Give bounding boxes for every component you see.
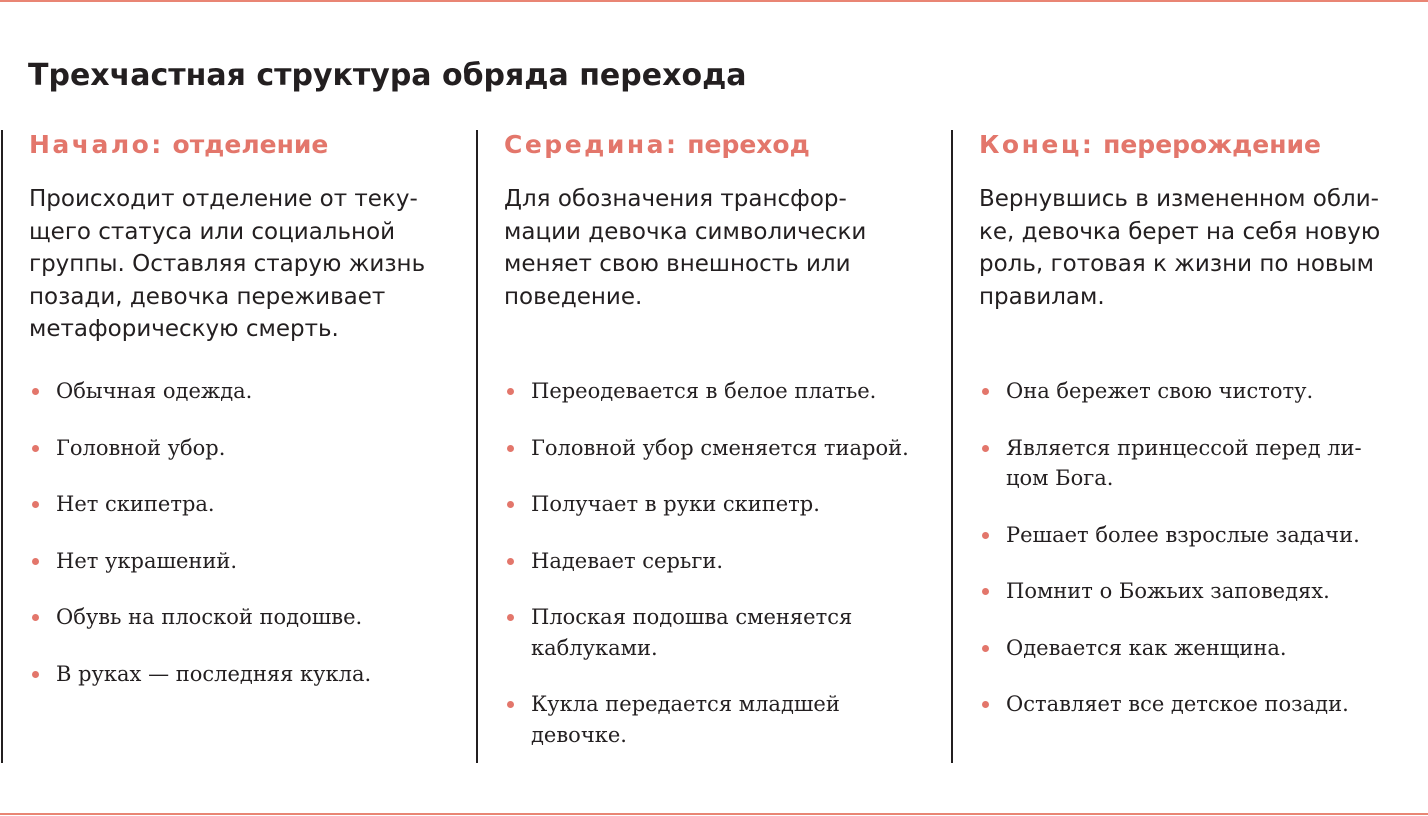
bullet-list — [504, 376, 924, 776]
bullet-dot-icon — [982, 588, 989, 595]
list-item — [29, 546, 449, 577]
list-item — [979, 376, 1399, 407]
bullet-dot-icon — [982, 445, 989, 452]
bullet-dot-icon — [507, 501, 514, 508]
list-item-text: Помнит о Божьих заповедях. — [1006, 579, 1330, 603]
bullet-dot-icon — [507, 614, 514, 621]
column-heading-word: Конец: — [979, 130, 1095, 159]
list-item — [504, 433, 924, 464]
list-item — [29, 376, 449, 407]
column-heading-word: Начало: — [29, 130, 164, 159]
list-item-text: Обувь на плоской подошве. — [56, 605, 363, 629]
bullet-dot-icon — [982, 645, 989, 652]
list-item — [979, 633, 1399, 664]
list-item-text: Нет скипетра. — [56, 492, 215, 516]
bullet-dot-icon — [507, 701, 514, 708]
list-item-text: Переодевается в белое платье. — [531, 379, 877, 403]
column-heading-rest: отделение — [163, 130, 329, 159]
list-item-text: Получает в руки скипетр. — [531, 492, 820, 516]
list-item-text: Плоская подошва сменяется каблуками. — [531, 605, 853, 660]
bullet-dot-icon — [982, 532, 989, 539]
list-item — [29, 602, 449, 633]
column-end — [951, 130, 1399, 763]
column-description: Для обозначения трансфор- мации девочка символически меняет свою внешность или поведение. — [504, 186, 867, 310]
column-heading — [979, 130, 1321, 160]
bullet-dot-icon — [32, 614, 39, 621]
list-item — [504, 689, 924, 750]
list-item-text: Одевается как женщина. — [1006, 635, 1287, 660]
bullet-dot-icon — [32, 501, 39, 508]
column-heading-rest: перерождение — [1094, 130, 1321, 159]
bullet-dot-icon — [507, 445, 514, 452]
list-item-text: Она бережет свою чистоту. — [1006, 379, 1314, 403]
bullet-dot-icon — [982, 388, 989, 395]
list-item-text: В руках — последняя кукла. — [56, 661, 372, 686]
bullet-dot-icon — [507, 388, 514, 395]
column-beginning — [1, 130, 449, 763]
list-item-text: Оставляет все детское позади. — [1006, 692, 1349, 716]
list-item — [979, 576, 1399, 607]
list-item-text: Является принцессой перед ли- цом Бога. — [1006, 435, 1362, 490]
bullet-dot-icon — [32, 445, 39, 452]
column-description: Происходит отделение от теку- щего статуса или социальной группы. Оставляя старую жизнь позади, девочка переживает метафорическую смерть. — [29, 186, 426, 342]
list-item-text: Обычная одежда. — [56, 379, 253, 403]
list-item-text: Кукла передается младшей девочке. — [531, 692, 840, 747]
bullet-dot-icon — [507, 558, 514, 565]
list-item — [29, 659, 449, 690]
list-item-text: Решает более взрослые задачи. — [1006, 522, 1360, 547]
page-title: Трехчастная структура обряда перехода — [28, 58, 747, 93]
column-middle — [476, 130, 924, 763]
column-heading — [504, 130, 810, 160]
bottom-rule — [0, 813, 1428, 815]
list-item-text: Надевает серьги. — [531, 548, 723, 573]
list-item — [29, 489, 449, 520]
bullet-dot-icon — [32, 558, 39, 565]
list-item — [979, 689, 1399, 720]
bullet-dot-icon — [982, 701, 989, 708]
list-item — [979, 520, 1399, 551]
column-heading-word: Середина: — [504, 130, 679, 159]
list-item — [504, 602, 924, 663]
list-item — [979, 433, 1399, 494]
top-rule — [0, 0, 1428, 2]
column-heading-rest: переход — [678, 130, 810, 159]
bullet-list — [979, 376, 1399, 746]
list-item — [504, 546, 924, 577]
list-item-text: Головной убор сменяется тиарой. — [531, 435, 909, 460]
bullet-dot-icon — [32, 671, 39, 678]
list-item — [29, 433, 449, 464]
list-item-text: Нет украшений. — [56, 548, 238, 573]
bullet-dot-icon — [32, 388, 39, 395]
list-item-text: Головной убор. — [56, 435, 226, 460]
column-description: Вернувшись в измененном обли- ке, девочка берет на себя новую роль, готовая к жизни по новым правилам. — [979, 186, 1381, 310]
list-item — [504, 376, 924, 407]
bullet-list — [29, 376, 449, 715]
column-heading — [29, 130, 328, 160]
list-item — [504, 489, 924, 520]
